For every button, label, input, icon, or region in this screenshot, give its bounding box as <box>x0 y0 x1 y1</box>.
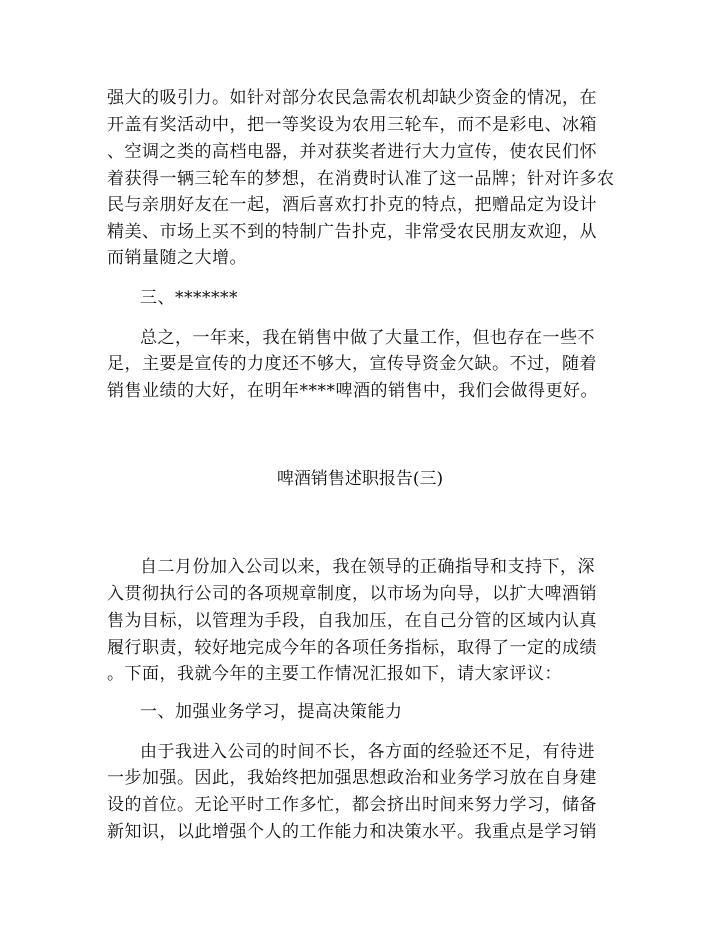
paragraph-line: 着获得一辆三轮车的梦想，在消费时认准了这一品牌；针对许多农 <box>107 169 615 189</box>
paragraph-line: 履行职责，较好地完成今年的各项任务指标，取得了一定的成绩 <box>107 638 597 658</box>
paragraph-line: 而销量随之大增。 <box>107 248 247 268</box>
paragraph-line: 总之，一年来，我在销售中做了大量工作，但也存在一些不 <box>140 328 595 348</box>
paragraph-line: 销售业绩的大好，在明年****啤酒的销售中，我们会做得更好。 <box>107 381 598 401</box>
paragraph-line: 一步加强。因此，我始终把加强思想政治和业务学习放在自身建 <box>107 768 597 788</box>
section-heading: 一、加强业务学习，提高决策能力 <box>140 702 403 722</box>
paragraph-line: 新知识，以此增强个人的工作能力和决策水平。我重点是学习销 <box>107 822 597 842</box>
paragraph-line: 。下面，我就今年的主要工作情况汇报如下，请大家评议： <box>107 664 562 684</box>
paragraph-line: 精美、市场上买不到的特制广告扑克，非常受农民朋友欢迎，从 <box>107 222 597 242</box>
section-heading: 三、******* <box>140 288 238 308</box>
paragraph-line: 民与亲朋好友在一起，酒后喜欢打扑克的特点，把赠品定为设计 <box>107 195 597 215</box>
paragraph-line: 设的首位。无论平时工作多忙，都会挤出时间来努力学习，储备 <box>107 795 597 815</box>
paragraph-line: 开盖有奖活动中，把一等奖设为农用三轮车，而不是彩电、冰箱 <box>107 115 597 135</box>
paragraph-line: 自二月份加入公司以来，我在领导的正确指导和支持下，深 <box>140 557 595 577</box>
paragraph-line: 足，主要是宣传的力度还不够大，宣传导资金欠缺。不过，随着 <box>107 354 597 374</box>
paragraph-line: 由于我进入公司的时间不长，各方面的经验还不足，有待进 <box>140 742 595 762</box>
paragraph-line: 售为目标，以管理为手段，自我加压，在自己分管的区域内认真 <box>107 611 597 631</box>
paragraph-line: 强大的吸引力。如针对部分农民急需农机却缺少资金的情况，在 <box>107 88 597 108</box>
paragraph-line: 入贯彻执行公司的各项规章制度，以市场为向导，以扩大啤酒销 <box>107 584 597 604</box>
report-title: 啤酒销售述职报告(三) <box>276 469 444 489</box>
paragraph-line: 、空调之类的高档电器，并对获奖者进行大力宣传，使农民们怀 <box>107 142 597 162</box>
